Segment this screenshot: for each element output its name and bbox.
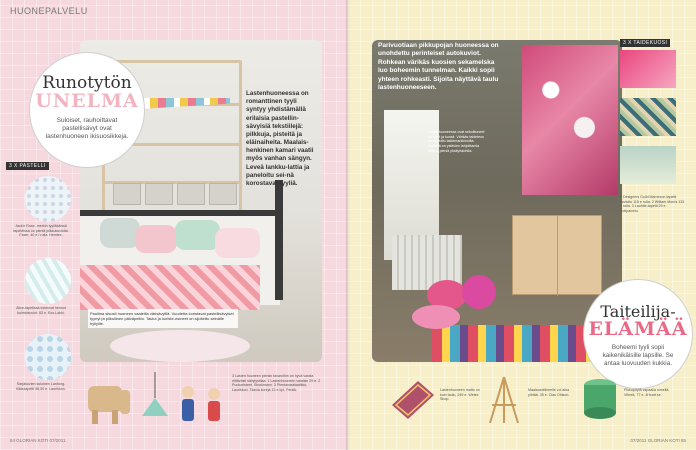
colorful-rug bbox=[432, 325, 612, 362]
product-caption-2: Maalaustelineelle voi aina piirtää. 35 e. Clas Ohlson. bbox=[528, 388, 570, 397]
sidebar-tag-pastel: 3 X PASTELLI bbox=[6, 162, 49, 170]
pendant-lamp-icon bbox=[142, 372, 168, 416]
article-intro: Parivuotiaan pikkupojan huoneessa on unohdettu perinteiset autokuviot. Rohkean värikäs kuosien sekamelska luo boheemin tunnelman. Kaikki sopii yhteen rohkeasti. Sijoita näyttävä taulu lastenhuoneeseen. bbox=[378, 42, 499, 92]
title-badge bbox=[32, 55, 142, 165]
wooden-cabinet bbox=[512, 215, 602, 295]
section-label: HUONEPALVELU bbox=[10, 6, 88, 16]
sidebar-tag-art: 3 X TAIDEKUOSI bbox=[620, 39, 670, 47]
product-rug bbox=[388, 375, 438, 426]
easel-icon bbox=[484, 375, 524, 425]
sidebar-caption-right: 1 Designers Guild Mameson-tapetti kuvioitu 115 e rulla. 2 William Morris 133 e rulla. 3 Lauhtie-tapetti 29 e. Kotipalvelu. bbox=[620, 195, 685, 214]
wallpaper-swatch-1 bbox=[25, 176, 71, 222]
product-table bbox=[580, 375, 620, 426]
product-captions-left: 3 Lasten huoneen pieniin tavaroihin on hyvä varata riittävästi säilytystilaa. 1 Lastenhuoneen valaisin 29 e. 2 Puukoristeet, Stockmann. 3 Pientavaralaatikko, Laurikkon. Tilavia koreja 13 e kpl, Pentik. bbox=[232, 374, 321, 393]
page-spine bbox=[346, 0, 350, 450]
title-line-1-right: Taiteilija- bbox=[600, 302, 676, 321]
page-footer-right: 07/2011 GLORIAN KOTI 85 bbox=[630, 438, 686, 443]
green-stool-icon bbox=[580, 375, 620, 421]
title-badge-right bbox=[586, 282, 690, 386]
article-body: Lastenhuoneessa on romanttinen tyyli syntyy yhdistämällä erilaisia pastellin-sävyisiä tekstiilejä: pilkkuja, pisteitä ja eläinaiheita. Maalais-henkinen kamari vaatii myös vanhan sängyn. Leveä lankku-lattia ja paneloitu sei-nä korostavat tyyliä. bbox=[246, 90, 314, 187]
title-line-2: UNELMA bbox=[35, 90, 139, 112]
title-subtitle-right: Boheemi tyyli sopii kaikenikäisille lapsille. Se antaa luovuuden kukkia. bbox=[602, 343, 674, 367]
title-line-2-right: ELÄMÄÄ bbox=[588, 318, 688, 340]
product-row-left bbox=[80, 372, 240, 428]
product-illustrations bbox=[80, 372, 240, 428]
page-footer-left: 84 GLORIAN KOTI 07/2011 bbox=[10, 438, 66, 443]
right-page bbox=[348, 0, 696, 450]
art-wallpaper-thumb-1 bbox=[620, 50, 676, 88]
swatch-caption-1: Jack'n Rose -merkin tyylikkäissä tapeteissa on pieniä pilkkukuvioita. Fazer, 40 e / rulla. Hemtex. bbox=[13, 224, 69, 238]
swatch-caption-2: Alice-tapetissa toistuvat hennot kolmiokuviot. 83 e. Eco-Lakki. bbox=[16, 306, 66, 315]
bed-frame bbox=[275, 180, 283, 300]
photo-caption-right: Lastenhuoneessa ovat sekoittuneet eri tyylit ja kuosit. Värikäs taideteos on hankittu taidemarkkinoilta. Seinällä on ystävien lahjoittamia töitä ja pieniä yksityiskohtia. bbox=[428, 130, 485, 153]
product-easel bbox=[484, 375, 524, 430]
wooden-doll-icon-2 bbox=[208, 388, 220, 421]
product-caption-1: Lastenhuoneen matto on kuin taulu, 249 e. Wetex Shop. bbox=[440, 388, 480, 402]
rolled-rug-icon bbox=[388, 375, 438, 421]
wallpaper-swatch-2 bbox=[25, 258, 71, 304]
art-wallpaper-thumb-2 bbox=[620, 98, 676, 136]
product-caption-3: Pikkupöytä vapaalla nimellä. Vihreä, 77 e. 4Hcart.se. bbox=[624, 388, 670, 397]
wooden-doll-icon bbox=[182, 386, 194, 421]
polka-bedspread bbox=[80, 265, 260, 310]
swatch-caption-3: Sarjakuvien suloinen Lanborg-tilkkutapetti 58,50 e. Laurikkon. bbox=[16, 382, 66, 391]
photo-caption: Pauliina sisusti huoneen vaaleilla värisävyillä. Vuodetta koristavat pastellisävyiset tyynyt ja pilkullinen päiväpeitto. Taulut ja koriste-esineet on sijoitettu seinälle hyllyille. bbox=[88, 309, 238, 328]
art-wallpaper-thumb-3 bbox=[620, 146, 676, 184]
floor-rug bbox=[110, 330, 250, 362]
title-subtitle: Suloiset, rauhoittavat pastellisävyt ovat lastenhuoneen ikisuosikkeja. bbox=[45, 116, 129, 141]
wooden-elephant-icon bbox=[88, 386, 130, 424]
title-line-1: Runotytön bbox=[42, 73, 132, 93]
wallpaper-swatch-3 bbox=[25, 334, 71, 380]
pink-artwork bbox=[522, 45, 618, 195]
